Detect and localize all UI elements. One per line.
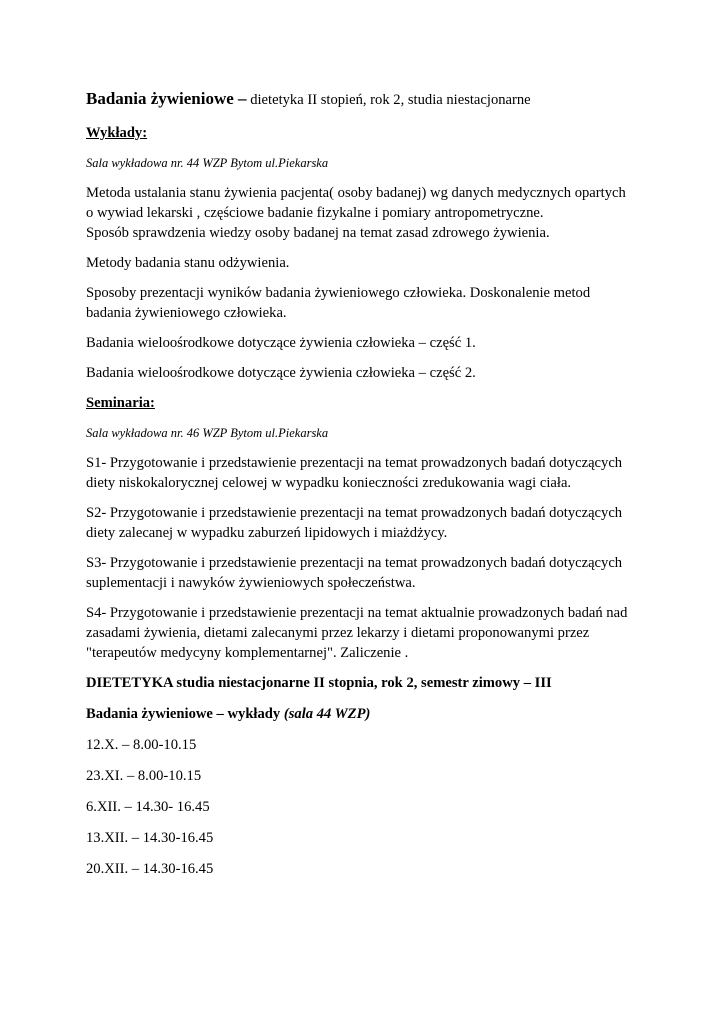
schedule-lectures-label: Badania żywieniowe – wykłady [86, 706, 284, 722]
semester-heading: DIETETYKA studia niestacjonarne II stopnia, rok 2, semestr zimowy – III [86, 675, 552, 691]
schedule-date: 13.XII. – 14.30-16.45 [86, 830, 214, 846]
seminar-line: diety niskokalorycznej celowej w wypadku konieczności zredukowania wagi ciała. [86, 475, 572, 491]
seminars-heading: Seminaria: [86, 395, 155, 411]
title-subtitle: dietetyka II stopień, rok 2, studia niestacjonarne [246, 92, 531, 108]
seminar-item [86, 453, 646, 493]
seminar-item [86, 503, 646, 543]
lectures-list [86, 183, 646, 383]
seminar-line: S3- Przygotowanie i przedstawienie prezentacji na temat prowadzonych badań dotyczących [86, 555, 623, 571]
schedule-dates [86, 735, 646, 879]
seminar-line: diety zalecanej w wypadku zaburzeń lipidowych i miażdżycy. [86, 525, 448, 541]
lectures-heading: Wykłady: [86, 125, 148, 141]
lecture-line: Badania wieloośrodkowe dotyczące żywienia człowieka – część 2. [86, 365, 476, 381]
seminar-line: suplementacji i nawyków żywieniowych społeczeństwa. [86, 575, 416, 591]
lecture-line: badania żywieniowego człowieka. [86, 305, 287, 321]
seminar-item [86, 553, 646, 593]
lecture-line: Badania wieloośrodkowe dotyczące żywienia człowieka – część 1. [86, 335, 476, 351]
title-main: Badania żywieniowe – [86, 89, 247, 108]
seminars-room: Sala wykładowa nr. 46 WZP Bytom ul.Piekarska [86, 426, 329, 440]
schedule-date: 6.XII. – 14.30- 16.45 [86, 799, 210, 815]
lecture-line: o wywiad lekarski , częściowe badanie fizykalne i pomiary antropometryczne. [86, 205, 544, 221]
seminar-line: "terapeutów medycyny komplementarnej". Zaliczenie . [86, 645, 409, 661]
schedule-lectures-heading [86, 704, 646, 724]
document-page [86, 88, 646, 890]
seminar-line: S2- Przygotowanie i przedstawienie prezentacji na temat prowadzonych badań dotyczących [86, 505, 623, 521]
lecture-item [86, 363, 646, 383]
lecture-item [86, 253, 646, 273]
schedule-date: 20.XII. – 14.30-16.45 [86, 861, 214, 877]
lecture-line: Sposoby prezentacji wyników badania żywieniowego człowieka. Doskonalenie metod [86, 285, 591, 301]
seminar-line: S1- Przygotowanie i przedstawienie prezentacji na temat prowadzonych badań dotyczących [86, 455, 623, 471]
schedule-date: 23.XI. – 8.00-10.15 [86, 768, 202, 784]
lecture-item [86, 183, 646, 243]
seminar-item [86, 603, 646, 663]
lecture-line: Metody badania stanu odżywienia. [86, 255, 290, 271]
schedule-date: 12.X. – 8.00-10.15 [86, 737, 197, 753]
document-title [86, 88, 646, 111]
lecture-line: Metoda ustalania stanu żywienia pacjenta( osoby badanej) wg danych medycznych opartych [86, 185, 626, 201]
lecture-item [86, 333, 646, 353]
seminar-line: zasadami żywienia, dietami zalecanymi przez lekarzy i dietami proponowanymi przez [86, 625, 590, 641]
lecture-item [86, 283, 646, 323]
seminar-line: S4- Przygotowanie i przedstawienie prezentacji na temat aktualnie prowadzonych badań nad [86, 605, 628, 621]
lecture-line: Sposób sprawdzenia wiedzy osoby badanej na temat zasad zdrowego żywienia. [86, 225, 550, 241]
lectures-room: Sala wykładowa nr. 44 WZP Bytom ul.Piekarska [86, 156, 329, 170]
schedule-lectures-room: (sala 44 WZP) [283, 706, 371, 722]
seminars-list [86, 453, 646, 663]
